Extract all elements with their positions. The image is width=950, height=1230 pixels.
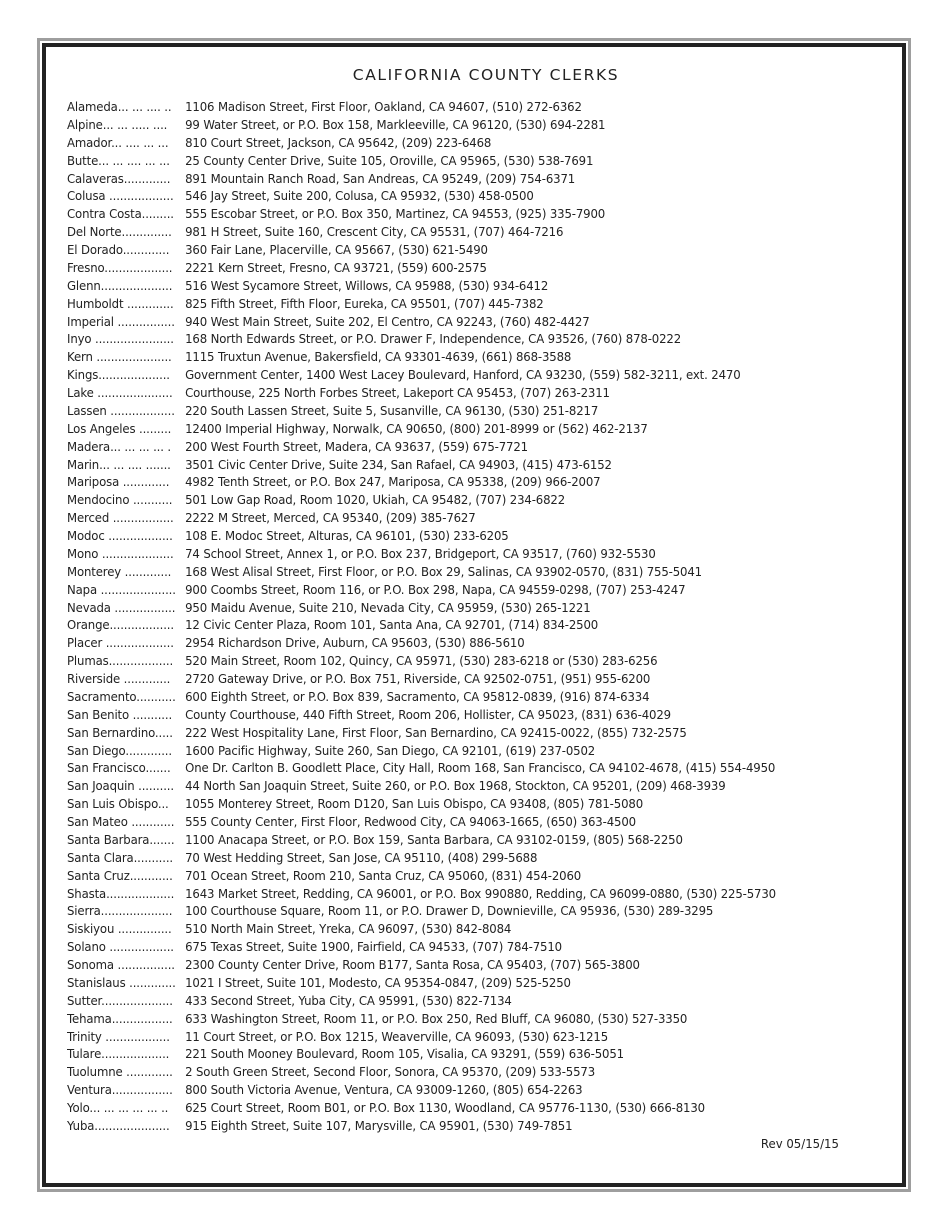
list-item: [67, 1028, 839, 1046]
list-item: [67, 885, 839, 903]
list-item: [67, 223, 839, 241]
county-name: Stanislaus .............: [67, 974, 176, 990]
list-item: [67, 724, 839, 742]
list-item: [67, 313, 839, 331]
county-name: Kern .....................: [67, 349, 172, 365]
county-name: San Francisco.......: [67, 760, 171, 776]
clerk-address: 2954 Richardson Drive, Auburn, CA 95603, (530) 886-5610: [185, 635, 525, 651]
county-name: Alpine... ... ..... ....: [67, 116, 168, 132]
list-item: [67, 777, 839, 795]
county-name: Ventura.................: [67, 1082, 173, 1098]
list-item: [67, 187, 839, 205]
county-name: Monterey .............: [67, 563, 172, 579]
clerk-address: 555 Escobar Street, or P.O. Box 350, Martinez, CA 94553, (925) 335-7900: [185, 206, 606, 222]
clerk-address: 701 Ocean Street, Room 210, Santa Cruz, CA 95060, (831) 454-2060: [185, 867, 582, 883]
list-item: [67, 813, 839, 831]
county-name: El Dorado.............: [67, 242, 170, 257]
list-item: [67, 652, 839, 670]
county-name: Siskiyou ...............: [67, 921, 172, 937]
clerk-address: 501 Low Gap Road, Room 1020, Ukiah, CA 95482, (707) 234-6822: [185, 492, 566, 508]
county-name: Trinity ..................: [67, 1028, 170, 1044]
clerk-address: 633 Washington Street, Room 11, or P.O. Box 250, Red Bluff, CA 96080, (530) 527-3350: [185, 1010, 688, 1026]
county-name: Lake .....................: [67, 385, 173, 400]
clerk-address: 600 Eighth Street, or P.O. Box 839, Sacramento, CA 95812-0839, (916) 874-6334: [185, 688, 650, 704]
clerk-address: 12400 Imperial Highway, Norwalk, CA 90650, (800) 201-8999 or (562) 462-2137: [185, 420, 648, 436]
clerk-address: 516 West Sycamore Street, Willows, CA 95988, (530) 934-6412: [185, 277, 549, 293]
list-item: [67, 438, 839, 456]
list-item: [67, 974, 839, 992]
clerk-address: 1100 Anacapa Street, or P.O. Box 159, Santa Barbara, CA 93102-0159, (805) 568-2250: [185, 831, 683, 847]
county-name: Santa Barbara.......: [67, 831, 175, 847]
clerk-address: 4982 Tenth Street, or P.O. Box 247, Mariposa, CA 95338, (209) 966-2007: [185, 474, 601, 490]
clerk-address: 1643 Market Street, Redding, CA 96001, or P.O. Box 990880, Redding, CA 96099-0880, (530) 225-5730: [185, 885, 776, 901]
list-item: [67, 330, 839, 348]
county-name: San Bernardino.....: [67, 724, 173, 740]
county-name: Shasta...................: [67, 885, 175, 901]
clerk-address: 11 Court Street, or P.O. Box 1215, Weaverville, CA 96093, (530) 623-1215: [185, 1028, 609, 1044]
clerk-address: 168 North Edwards Street, or P.O. Drawer F, Independence, CA 93526, (760) 878-0222: [185, 331, 682, 347]
county-name: Mono ....................: [67, 545, 174, 561]
county-name: San Diego.............: [67, 742, 172, 758]
clerk-address: Courthouse, 225 North Forbes Street, Lakeport CA 95453, (707) 263-2311: [185, 385, 610, 400]
list-item: [67, 688, 839, 706]
list-item: [67, 259, 839, 277]
list-item: [67, 402, 839, 420]
county-name: Yuba.....................: [67, 1117, 170, 1133]
list-item: [67, 366, 839, 384]
clerk-address: 168 West Alisal Street, First Floor, or P.O. Box 29, Salinas, CA 93902-0570, (831) 755-5041: [185, 563, 703, 579]
list-item: [67, 795, 839, 813]
county-name: Mariposa .............: [67, 474, 170, 490]
county-name: Tuolumne .............: [67, 1064, 173, 1080]
county-name: Butte... ... .... ... ...: [67, 152, 170, 168]
county-name: Nevada .................: [67, 599, 176, 615]
county-name: Glenn....................: [67, 277, 173, 293]
clerk-address: 800 South Victoria Avenue, Ventura, CA 93009-1260, (805) 654-2263: [185, 1082, 583, 1098]
clerk-address: 1106 Madison Street, First Floor, Oakland, CA 94607, (510) 272-6362: [185, 99, 582, 114]
clerk-address: 510 North Main Street, Yreka, CA 96097, (530) 842-8084: [185, 921, 512, 937]
list-item: [67, 1099, 839, 1117]
list-item: [67, 992, 839, 1010]
county-name: Calaveras.............: [67, 170, 171, 186]
revision-date: Rev 05/15/15: [760, 1136, 839, 1151]
clerk-address: 1055 Monterey Street, Room D120, San Luis Obispo, CA 93408, (805) 781-5080: [185, 796, 644, 812]
county-name: San Luis Obispo...: [67, 796, 169, 812]
clerk-address: 2 South Green Street, Second Floor, Sonora, CA 95370, (209) 533-5573: [185, 1064, 596, 1080]
county-name: Modoc ..................: [67, 528, 173, 543]
list-item: [67, 473, 839, 491]
list-item: [67, 420, 839, 438]
list-item: [67, 938, 839, 956]
county-name: Los Angeles .........: [67, 420, 172, 436]
list-item: [67, 634, 839, 652]
county-name: Colusa ..................: [67, 188, 174, 204]
county-name: San Joaquin ..........: [67, 778, 174, 794]
clerk-address: 25 County Center Drive, Suite 105, Oroville, CA 95965, (530) 538-7691: [185, 152, 594, 168]
clerk-address: 1021 I Street, Suite 101, Modesto, CA 95354-0847, (209) 525-5250: [185, 974, 571, 990]
list-item: [67, 491, 839, 509]
clerk-address: 1600 Pacific Highway, Suite 260, San Diego, CA 92101, (619) 237-0502: [185, 742, 596, 758]
list-item: [67, 134, 839, 152]
county-clerk-list: [67, 98, 839, 1135]
list-item: [67, 920, 839, 938]
county-name: Alameda... ... .... ..: [67, 99, 172, 114]
clerk-address: 915 Eighth Street, Suite 107, Marysville, CA 95901, (530) 749-7851: [185, 1117, 573, 1133]
list-item: [67, 849, 839, 867]
list-item: [67, 509, 839, 527]
county-name: Solano ..................: [67, 939, 174, 955]
list-item: [67, 706, 839, 724]
county-name: Marin... ... .... .......: [67, 456, 171, 472]
list-item: [67, 581, 839, 599]
list-item: [67, 742, 839, 760]
list-item: [67, 616, 839, 634]
county-name: Sacramento...........: [67, 688, 176, 704]
list-item: [67, 116, 839, 134]
clerk-address: 810 Court Street, Jackson, CA 95642, (209) 223-6468: [185, 134, 492, 150]
list-item: [67, 1063, 839, 1081]
clerk-address: 2720 Gateway Drive, or P.O. Box 751, Riverside, CA 92502-0751, (951) 955-6200: [185, 671, 651, 686]
clerk-address: One Dr. Carlton B. Goodlett Place, City Hall, Room 168, San Francisco, CA 94102-4678, (415) 554-4950: [185, 760, 776, 776]
clerk-address: 981 H Street, Suite 160, Crescent City, CA 95531, (707) 464-7216: [185, 224, 564, 240]
clerk-address: 200 West Fourth Street, Madera, CA 93637, (559) 675-7721: [185, 438, 528, 454]
county-name: Del Norte..............: [67, 224, 172, 240]
clerk-address: 12 Civic Center Plaza, Room 101, Santa Ana, CA 92701, (714) 834-2500: [185, 617, 599, 633]
list-item: [67, 1010, 839, 1028]
list-item: [67, 902, 839, 920]
county-name: Plumas..................: [67, 653, 174, 669]
county-name: Riverside .............: [67, 671, 171, 686]
county-name: Tehama.................: [67, 1010, 173, 1026]
county-name: Mendocino ...........: [67, 492, 173, 508]
list-item: [67, 384, 839, 402]
county-name: Merced .................: [67, 510, 174, 526]
county-name: Imperial ................: [67, 313, 175, 329]
list-item: [67, 170, 839, 188]
clerk-address: 546 Jay Street, Suite 200, Colusa, CA 95932, (530) 458-0500: [185, 188, 534, 204]
list-item: [67, 456, 839, 474]
clerk-address: 891 Mountain Ranch Road, San Andreas, CA 95249, (209) 754-6371: [185, 170, 576, 186]
county-name: Madera... ... ... ... .: [67, 438, 172, 454]
clerk-address: 433 Second Street, Yuba City, CA 95991, (530) 822-7134: [185, 992, 512, 1008]
clerk-address: 100 Courthouse Square, Room 11, or P.O. Drawer D, Downieville, CA 95936, (530) 289-3295: [185, 903, 714, 919]
county-name: Santa Cruz............: [67, 867, 173, 883]
county-name: Yolo... ... ... ... ... ..: [67, 1100, 169, 1115]
clerk-address: 625 Court Street, Room B01, or P.O. Box 1130, Woodland, CA 95776-1130, (530) 666-8130: [185, 1100, 705, 1115]
county-name: Sutter....................: [67, 992, 173, 1008]
clerk-address: 555 County Center, First Floor, Redwood City, CA 94063-1665, (650) 363-4500: [185, 814, 636, 829]
list-item: [67, 277, 839, 295]
clerk-address: 2221 Kern Street, Fresno, CA 93721, (559) 600-2575: [185, 259, 487, 275]
clerk-address: 74 School Street, Annex 1, or P.O. Box 237, Bridgeport, CA 93517, (760) 932-5530: [185, 545, 656, 561]
clerk-address: 825 Fifth Street, Fifth Floor, Eureka, CA 95501, (707) 445-7382: [185, 295, 544, 311]
clerk-address: 2300 County Center Drive, Room B177, Santa Rosa, CA 95403, (707) 565-3800: [185, 957, 640, 972]
county-name: San Mateo ............: [67, 814, 175, 829]
clerk-address: 221 South Mooney Boulevard, Room 105, Visalia, CA 93291, (559) 636-5051: [185, 1046, 624, 1062]
county-name: Humboldt .............: [67, 295, 174, 311]
county-name: Inyo ......................: [67, 331, 174, 347]
clerk-address: 950 Maidu Avenue, Suite 210, Nevada City, CA 95959, (530) 265-1221: [185, 599, 591, 615]
county-name: Santa Clara...........: [67, 849, 174, 865]
clerk-address: 520 Main Street, Room 102, Quincy, CA 95971, (530) 283-6218 or (530) 283-6256: [185, 653, 658, 669]
clerk-address: 360 Fair Lane, Placerville, CA 95667, (530) 621-5490: [185, 242, 488, 257]
clerk-address: 44 North San Joaquin Street, Suite 260, or P.O. Box 1968, Stockton, CA 95201, (209) 468-3939: [185, 778, 726, 794]
clerk-address: Government Center, 1400 West Lacey Boulevard, Hanford, CA 93230, (559) 582-3211, ext. 2470: [185, 367, 741, 383]
county-name: Amador... .... ... ...: [67, 134, 169, 150]
list-item: [67, 527, 839, 545]
list-item: [67, 348, 839, 366]
clerk-address: County Courthouse, 440 Fifth Street, Room 206, Hollister, CA 95023, (831) 636-4029: [185, 706, 671, 722]
list-item: [67, 759, 839, 777]
clerk-address: 1115 Truxtun Avenue, Bakersfield, CA 93301-4639, (661) 868-3588: [185, 349, 572, 365]
list-item: [67, 831, 839, 849]
page-title: CALIFORNIA COUNTY CLERKS: [352, 66, 620, 84]
county-name: Sonoma ................: [67, 957, 175, 972]
list-item: [67, 152, 839, 170]
county-name: San Benito ...........: [67, 706, 173, 722]
clerk-address: 2222 M Street, Merced, CA 95340, (209) 385-7627: [185, 510, 476, 526]
county-name: Kings....................: [67, 367, 170, 383]
county-name: Napa .....................: [67, 581, 176, 597]
list-item: [67, 1117, 839, 1135]
county-name: Fresno...................: [67, 259, 173, 275]
county-name: Sierra....................: [67, 903, 173, 919]
clerk-address: 99 Water Street, or P.O. Box 158, Markleeville, CA 96120, (530) 694-2281: [185, 116, 606, 132]
clerk-address: 3501 Civic Center Drive, Suite 234, San Rafael, CA 94903, (415) 473-6152: [185, 456, 612, 472]
county-name: Lassen ..................: [67, 402, 175, 418]
list-item: [67, 956, 839, 974]
list-item: [67, 1081, 839, 1099]
clerk-address: 222 West Hospitality Lane, First Floor, San Bernardino, CA 92415-0022, (855) 732-2575: [185, 724, 687, 740]
clerk-address: 900 Coombs Street, Room 116, or P.O. Box 298, Napa, CA 94559-0298, (707) 253-4247: [185, 581, 686, 597]
list-item: [67, 563, 839, 581]
list-item: [67, 295, 839, 313]
clerk-address: 220 South Lassen Street, Suite 5, Susanville, CA 96130, (530) 251-8217: [185, 402, 599, 418]
clerk-address: 675 Texas Street, Suite 1900, Fairfield, CA 94533, (707) 784-7510: [185, 939, 562, 955]
list-item: [67, 867, 839, 885]
clerk-address: 108 E. Modoc Street, Alturas, CA 96101, (530) 233-6205: [185, 528, 509, 543]
list-item: [67, 98, 839, 116]
county-name: Placer ...................: [67, 635, 174, 651]
county-name: Orange..................: [67, 617, 174, 633]
list-item: [67, 241, 839, 259]
clerk-address: 70 West Hedding Street, San Jose, CA 95110, (408) 299-5688: [185, 849, 538, 865]
county-name: Tulare...................: [67, 1046, 170, 1062]
county-name: Contra Costa.........: [67, 206, 174, 222]
list-item: [67, 599, 839, 617]
list-item: [67, 670, 839, 688]
list-item: [67, 205, 839, 223]
clerk-address: 940 West Main Street, Suite 202, El Centro, CA 92243, (760) 482-4427: [185, 313, 590, 329]
list-item: [67, 1045, 839, 1063]
list-item: [67, 545, 839, 563]
